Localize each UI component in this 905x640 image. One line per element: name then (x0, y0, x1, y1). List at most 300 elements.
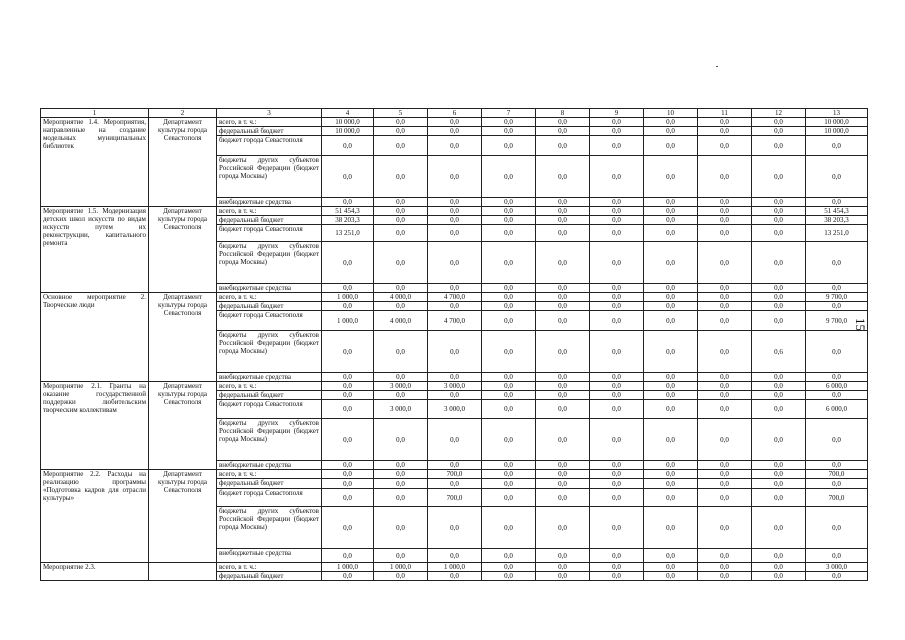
year-value: 0,0 (428, 216, 482, 225)
year-value: 0,0 (374, 127, 428, 136)
year-value: 0,0 (322, 400, 374, 419)
total-value: 6 000,0 (806, 382, 868, 391)
year-value: 0,0 (590, 400, 644, 419)
column-number: 11 (698, 109, 752, 118)
year-value: 0,0 (322, 461, 374, 470)
year-value: 0,0 (698, 156, 752, 198)
year-value: 0,0 (374, 207, 428, 216)
year-value: 0,0 (752, 419, 806, 461)
year-value: 0,0 (374, 225, 428, 242)
year-value: 0,0 (374, 489, 428, 507)
department: Департамент культуры города Севастополя (149, 293, 217, 382)
year-value: 0,0 (428, 242, 482, 284)
year-value: 0,0 (374, 479, 428, 489)
year-value: 0,0 (482, 207, 536, 216)
year-value: 0,0 (644, 391, 698, 400)
year-value: 0,0 (752, 198, 806, 207)
year-value: 0,0 (536, 549, 590, 563)
year-value: 0,0 (482, 242, 536, 284)
year-value: 0,0 (374, 118, 428, 127)
year-value: 0,0 (590, 242, 644, 284)
year-value: 0,0 (482, 216, 536, 225)
year-value: 0,0 (752, 507, 806, 549)
total-value: 0,0 (806, 136, 868, 156)
year-value: 0,0 (536, 479, 590, 489)
funding-source: федеральный бюджет (217, 302, 322, 311)
funding-source: бюджеты других субъектов Российской Федерации (бюджет города Москвы) (217, 156, 322, 198)
year-value: 0,0 (698, 373, 752, 382)
year-value: 0,0 (698, 136, 752, 156)
year-value: 0,0 (698, 118, 752, 127)
department: Департамент культуры города Севастополя (149, 382, 217, 470)
year-value: 0,0 (482, 293, 536, 302)
department: Департамент культуры города Севастополя (149, 470, 217, 563)
table-row (41, 470, 868, 479)
year-value: 0,0 (590, 284, 644, 293)
year-value: 0,0 (482, 419, 536, 461)
year-value: 0,0 (374, 242, 428, 284)
event-name: Мероприятие 1.5. Модернизация детских школ искусств по видам искусств путем их реконструкции, капитального ремонта (41, 207, 149, 293)
total-value: 3 000,0 (806, 563, 868, 572)
year-value: 38 203,3 (322, 216, 374, 225)
funding-source: федеральный бюджет (217, 216, 322, 225)
year-value: 0,0 (752, 136, 806, 156)
year-value: 0,0 (482, 136, 536, 156)
column-number: 6 (428, 109, 482, 118)
year-value: 0,0 (698, 302, 752, 311)
year-value: 0,0 (322, 156, 374, 198)
year-value: 0,0 (590, 391, 644, 400)
year-value: 0,0 (482, 284, 536, 293)
year-value: 0,0 (644, 549, 698, 563)
column-number: 7 (482, 109, 536, 118)
year-value: 0,0 (590, 331, 644, 373)
year-value: 1 000,0 (428, 563, 482, 572)
year-value: 0,0 (752, 479, 806, 489)
year-value: 0,0 (590, 311, 644, 331)
year-value: 0,0 (644, 507, 698, 549)
year-value: 700,0 (428, 489, 482, 507)
year-value: 0,0 (644, 198, 698, 207)
year-value: 0,0 (590, 118, 644, 127)
year-value: 0,0 (698, 563, 752, 572)
year-value: 0,0 (322, 284, 374, 293)
year-value: 0,0 (482, 572, 536, 581)
total-value: 0,0 (806, 419, 868, 461)
year-value: 3 000,0 (374, 400, 428, 419)
column-number: 10 (644, 109, 698, 118)
total-value: 0,0 (806, 331, 868, 373)
funding-source: внебюджетные средства (217, 198, 322, 207)
year-value: 0,0 (752, 563, 806, 572)
year-value: 0,0 (590, 479, 644, 489)
year-value: 0,0 (698, 549, 752, 563)
year-value: 0,0 (374, 373, 428, 382)
table-row (41, 563, 868, 572)
funding-source: всего, в т. ч.: (217, 470, 322, 479)
year-value: 0,0 (374, 507, 428, 549)
year-value: 0,0 (644, 302, 698, 311)
year-value: 0,0 (752, 284, 806, 293)
year-value: 0,0 (698, 572, 752, 581)
total-value: 10 000,0 (806, 127, 868, 136)
year-value: 0,0 (536, 284, 590, 293)
year-value: 0,0 (644, 479, 698, 489)
year-value: 0,0 (322, 331, 374, 373)
year-value: 0,0 (482, 461, 536, 470)
funding-source: внебюджетные средства (217, 461, 322, 470)
year-value: 0,0 (322, 198, 374, 207)
year-value: 0,0 (428, 225, 482, 242)
year-value: 10 000,0 (322, 127, 374, 136)
total-value: 51 454,3 (806, 207, 868, 216)
year-value: 0,0 (322, 419, 374, 461)
year-value: 0,0 (590, 419, 644, 461)
year-value: 0,0 (644, 572, 698, 581)
year-value: 0,0 (698, 391, 752, 400)
year-value: 0,0 (374, 549, 428, 563)
total-value: 9 700,0 (806, 311, 868, 331)
year-value: 1 000,0 (322, 563, 374, 572)
year-value: 0,0 (644, 400, 698, 419)
column-number-row (41, 109, 868, 118)
total-value: 6 000,0 (806, 400, 868, 419)
year-value: 0,0 (536, 293, 590, 302)
year-value: 0,0 (322, 549, 374, 563)
total-value: 0,0 (806, 373, 868, 382)
year-value: 0,0 (536, 563, 590, 572)
year-value: 0,0 (536, 461, 590, 470)
year-value: 0,0 (374, 331, 428, 373)
year-value: 0,0 (322, 470, 374, 479)
year-value: 0,0 (590, 225, 644, 242)
year-value: 0,0 (536, 225, 590, 242)
year-value: 0,0 (482, 225, 536, 242)
funding-source: внебюджетные средства (217, 373, 322, 382)
year-value: 0,0 (374, 461, 428, 470)
year-value: 0,0 (644, 284, 698, 293)
year-value: 0,0 (590, 507, 644, 549)
event-name: Мероприятие 2.1. Гранты на оказание государственной поддержки любительским творческим коллективам (41, 382, 149, 470)
funding-source: бюджет города Севастополя (217, 400, 322, 419)
year-value: 0,0 (322, 136, 374, 156)
year-value: 0,0 (590, 136, 644, 156)
total-value: 13 251,0 (806, 225, 868, 242)
year-value: 0,0 (322, 391, 374, 400)
funding-source: бюджеты других субъектов Российской Федерации (бюджет города Москвы) (217, 331, 322, 373)
year-value: 0,0 (752, 293, 806, 302)
year-value: 0,0 (428, 461, 482, 470)
year-value: 0,0 (536, 198, 590, 207)
column-number: 5 (374, 109, 428, 118)
year-value: 0,0 (752, 400, 806, 419)
total-value: 10 000,0 (806, 118, 868, 127)
column-number: 1 (41, 109, 149, 118)
year-value: 0,0 (374, 572, 428, 581)
total-value: 0,0 (806, 479, 868, 489)
year-value: 0,0 (752, 225, 806, 242)
year-value: 0,0 (428, 127, 482, 136)
year-value: 0,0 (752, 489, 806, 507)
total-value: 0,0 (806, 507, 868, 549)
year-value: 0,0 (698, 331, 752, 373)
year-value: 0,0 (698, 479, 752, 489)
year-value: 0,0 (536, 572, 590, 581)
table-row (41, 382, 868, 391)
year-value: 0,0 (644, 461, 698, 470)
budget-table (40, 108, 868, 581)
total-value: 9 700,0 (806, 293, 868, 302)
year-value: 0,0 (482, 479, 536, 489)
funding-source: федеральный бюджет (217, 391, 322, 400)
year-value: 0,0 (752, 302, 806, 311)
table-row (41, 293, 868, 302)
year-value: 13 251,0 (322, 225, 374, 242)
department: Департамент культуры города Севастополя (149, 118, 217, 207)
year-value: 0,0 (644, 293, 698, 302)
year-value: 0,0 (482, 373, 536, 382)
funding-source: бюджет города Севастополя (217, 136, 322, 156)
year-value: 0,0 (536, 216, 590, 225)
year-value: 0,0 (644, 470, 698, 479)
department: Департамент культуры города Севастополя (149, 207, 217, 293)
year-value: 0,0 (698, 400, 752, 419)
year-value: 0,0 (536, 242, 590, 284)
year-value: 0,0 (644, 563, 698, 572)
department (149, 563, 217, 581)
year-value: 1 000,0 (322, 293, 374, 302)
year-value: 0,0 (482, 549, 536, 563)
year-value: 0,0 (752, 207, 806, 216)
total-value: 0,0 (806, 549, 868, 563)
year-value: 51 454,3 (322, 207, 374, 216)
event-name: Мероприятие 1.4. Мероприятия, направленные на создание модельных муниципальных библиотек (41, 118, 149, 207)
year-value: 0,0 (428, 331, 482, 373)
year-value: 0,0 (590, 207, 644, 216)
year-value: 0,0 (590, 549, 644, 563)
year-value: 0,0 (752, 311, 806, 331)
funding-source: всего, в т. ч.: (217, 118, 322, 127)
year-value: 0,0 (536, 373, 590, 382)
year-value: 0,0 (374, 302, 428, 311)
year-value: 0,0 (752, 382, 806, 391)
year-value: 0,0 (428, 302, 482, 311)
year-value: 0,0 (374, 198, 428, 207)
year-value: 0,0 (536, 118, 590, 127)
year-value: 0,0 (428, 572, 482, 581)
year-value: 0,0 (698, 216, 752, 225)
year-value: 0,0 (644, 382, 698, 391)
year-value: 4 700,0 (428, 293, 482, 302)
year-value: 0,0 (482, 489, 536, 507)
year-value: 0,0 (428, 479, 482, 489)
year-value: 0,0 (590, 127, 644, 136)
year-value: 0,0 (698, 489, 752, 507)
year-value: 0,0 (374, 470, 428, 479)
year-value: 0,0 (482, 331, 536, 373)
year-value: 0,0 (590, 216, 644, 225)
year-value: 0,6 (752, 331, 806, 373)
column-number: 3 (217, 109, 322, 118)
year-value: 0,0 (322, 507, 374, 549)
year-value: 0,0 (698, 311, 752, 331)
year-value: 0,0 (590, 470, 644, 479)
year-value: 0,0 (428, 198, 482, 207)
year-value: 0,0 (536, 470, 590, 479)
funding-source: бюджеты других субъектов Российской Федерации (бюджет города Москвы) (217, 419, 322, 461)
year-value: 700,0 (428, 470, 482, 479)
year-value: 0,0 (536, 331, 590, 373)
year-value: 0,0 (644, 127, 698, 136)
year-value: 3 000,0 (428, 400, 482, 419)
year-value: 0,0 (322, 479, 374, 489)
year-value: 0,0 (482, 118, 536, 127)
table-row (41, 118, 868, 127)
year-value: 0,0 (374, 156, 428, 198)
year-value: 0,0 (698, 127, 752, 136)
year-value: 0,0 (428, 419, 482, 461)
year-value: 0,0 (322, 302, 374, 311)
year-value: 0,0 (698, 461, 752, 470)
column-number: 4 (322, 109, 374, 118)
funding-source: внебюджетные средства (217, 549, 322, 563)
year-value: 0,0 (698, 225, 752, 242)
year-value: 0,0 (752, 572, 806, 581)
year-value: 0,0 (536, 391, 590, 400)
funding-source: всего, в т. ч.: (217, 382, 322, 391)
year-value: 4 000,0 (374, 311, 428, 331)
year-value: 0,0 (644, 311, 698, 331)
year-value: 0,0 (752, 156, 806, 198)
page-number: 15 (853, 318, 868, 331)
year-value: 0,0 (752, 391, 806, 400)
year-value: 0,0 (752, 127, 806, 136)
year-value: 0,0 (322, 242, 374, 284)
year-value: 0,0 (590, 156, 644, 198)
year-value: 0,0 (590, 572, 644, 581)
year-value: 0,0 (536, 507, 590, 549)
scan-speck (716, 66, 718, 67)
year-value: 0,0 (374, 419, 428, 461)
year-value: 0,0 (428, 207, 482, 216)
funding-source: всего, в т. ч.: (217, 293, 322, 302)
year-value: 0,0 (482, 127, 536, 136)
funding-source: федеральный бюджет (217, 479, 322, 489)
year-value: 0,0 (590, 489, 644, 507)
year-value: 0,0 (698, 382, 752, 391)
year-value: 0,0 (698, 207, 752, 216)
year-value: 0,0 (322, 382, 374, 391)
year-value: 0,0 (698, 470, 752, 479)
year-value: 0,0 (590, 563, 644, 572)
year-value: 1 000,0 (374, 563, 428, 572)
year-value: 0,0 (374, 216, 428, 225)
year-value: 0,0 (644, 207, 698, 216)
year-value: 0,0 (374, 284, 428, 293)
year-value: 0,0 (428, 549, 482, 563)
year-value: 0,0 (644, 118, 698, 127)
year-value: 0,0 (752, 470, 806, 479)
total-value: 700,0 (806, 470, 868, 479)
year-value: 0,0 (644, 373, 698, 382)
year-value: 0,0 (644, 216, 698, 225)
funding-source: бюджеты других субъектов Российской Федерации (бюджет города Москвы) (217, 242, 322, 284)
year-value: 0,0 (644, 489, 698, 507)
year-value: 0,0 (752, 549, 806, 563)
column-number: 8 (536, 109, 590, 118)
year-value: 0,0 (428, 136, 482, 156)
year-value: 4 000,0 (374, 293, 428, 302)
year-value: 3 000,0 (374, 382, 428, 391)
year-value: 0,0 (644, 136, 698, 156)
column-number: 12 (752, 109, 806, 118)
year-value: 0,0 (536, 156, 590, 198)
year-value: 0,0 (482, 391, 536, 400)
year-value: 0,0 (590, 461, 644, 470)
year-value: 0,0 (698, 242, 752, 284)
year-value: 0,0 (644, 156, 698, 198)
year-value: 0,0 (590, 198, 644, 207)
year-value: 1 000,0 (322, 311, 374, 331)
year-value: 0,0 (698, 293, 752, 302)
year-value: 0,0 (590, 302, 644, 311)
year-value: 0,0 (428, 507, 482, 549)
year-value: 0,0 (698, 507, 752, 549)
event-name: Мероприятие 2.3. (41, 563, 149, 581)
funding-source: бюджет города Севастополя (217, 225, 322, 242)
year-value: 0,0 (536, 127, 590, 136)
year-value: 0,0 (322, 373, 374, 382)
funding-source: бюджет города Севастополя (217, 489, 322, 507)
year-value: 3 000,0 (428, 382, 482, 391)
year-value: 0,0 (752, 118, 806, 127)
year-value: 0,0 (322, 489, 374, 507)
year-value: 0,0 (590, 293, 644, 302)
total-value: 0,0 (806, 156, 868, 198)
year-value: 0,0 (644, 225, 698, 242)
year-value: 0,0 (698, 419, 752, 461)
total-value: 0,0 (806, 198, 868, 207)
year-value: 0,0 (482, 302, 536, 311)
year-value: 0,0 (482, 563, 536, 572)
total-value: 0,0 (806, 391, 868, 400)
funding-source: внебюджетные средства (217, 284, 322, 293)
event-name: Мероприятие 2.2. Расходы на реализацию программы «Подготовка кадров для отрасли культуры» (41, 470, 149, 563)
year-value: 0,0 (590, 373, 644, 382)
year-value: 0,0 (536, 311, 590, 331)
year-value: 0,0 (752, 461, 806, 470)
column-number: 13 (806, 109, 868, 118)
column-number: 2 (149, 109, 217, 118)
year-value: 0,0 (590, 382, 644, 391)
column-number: 9 (590, 109, 644, 118)
year-value: 0,0 (536, 400, 590, 419)
year-value: 0,0 (698, 198, 752, 207)
year-value: 0,0 (374, 391, 428, 400)
event-name: Основное мероприятие 2. Творческие люди (41, 293, 149, 382)
year-value: 4 700,0 (428, 311, 482, 331)
table-row (41, 207, 868, 216)
year-value: 0,0 (482, 507, 536, 549)
year-value: 0,0 (536, 136, 590, 156)
year-value: 0,0 (482, 470, 536, 479)
year-value: 0,0 (536, 302, 590, 311)
year-value: 0,0 (644, 331, 698, 373)
funding-source: федеральный бюджет (217, 127, 322, 136)
year-value: 0,0 (536, 419, 590, 461)
funding-source: всего, в т. ч.: (217, 207, 322, 216)
year-value: 0,0 (428, 156, 482, 198)
